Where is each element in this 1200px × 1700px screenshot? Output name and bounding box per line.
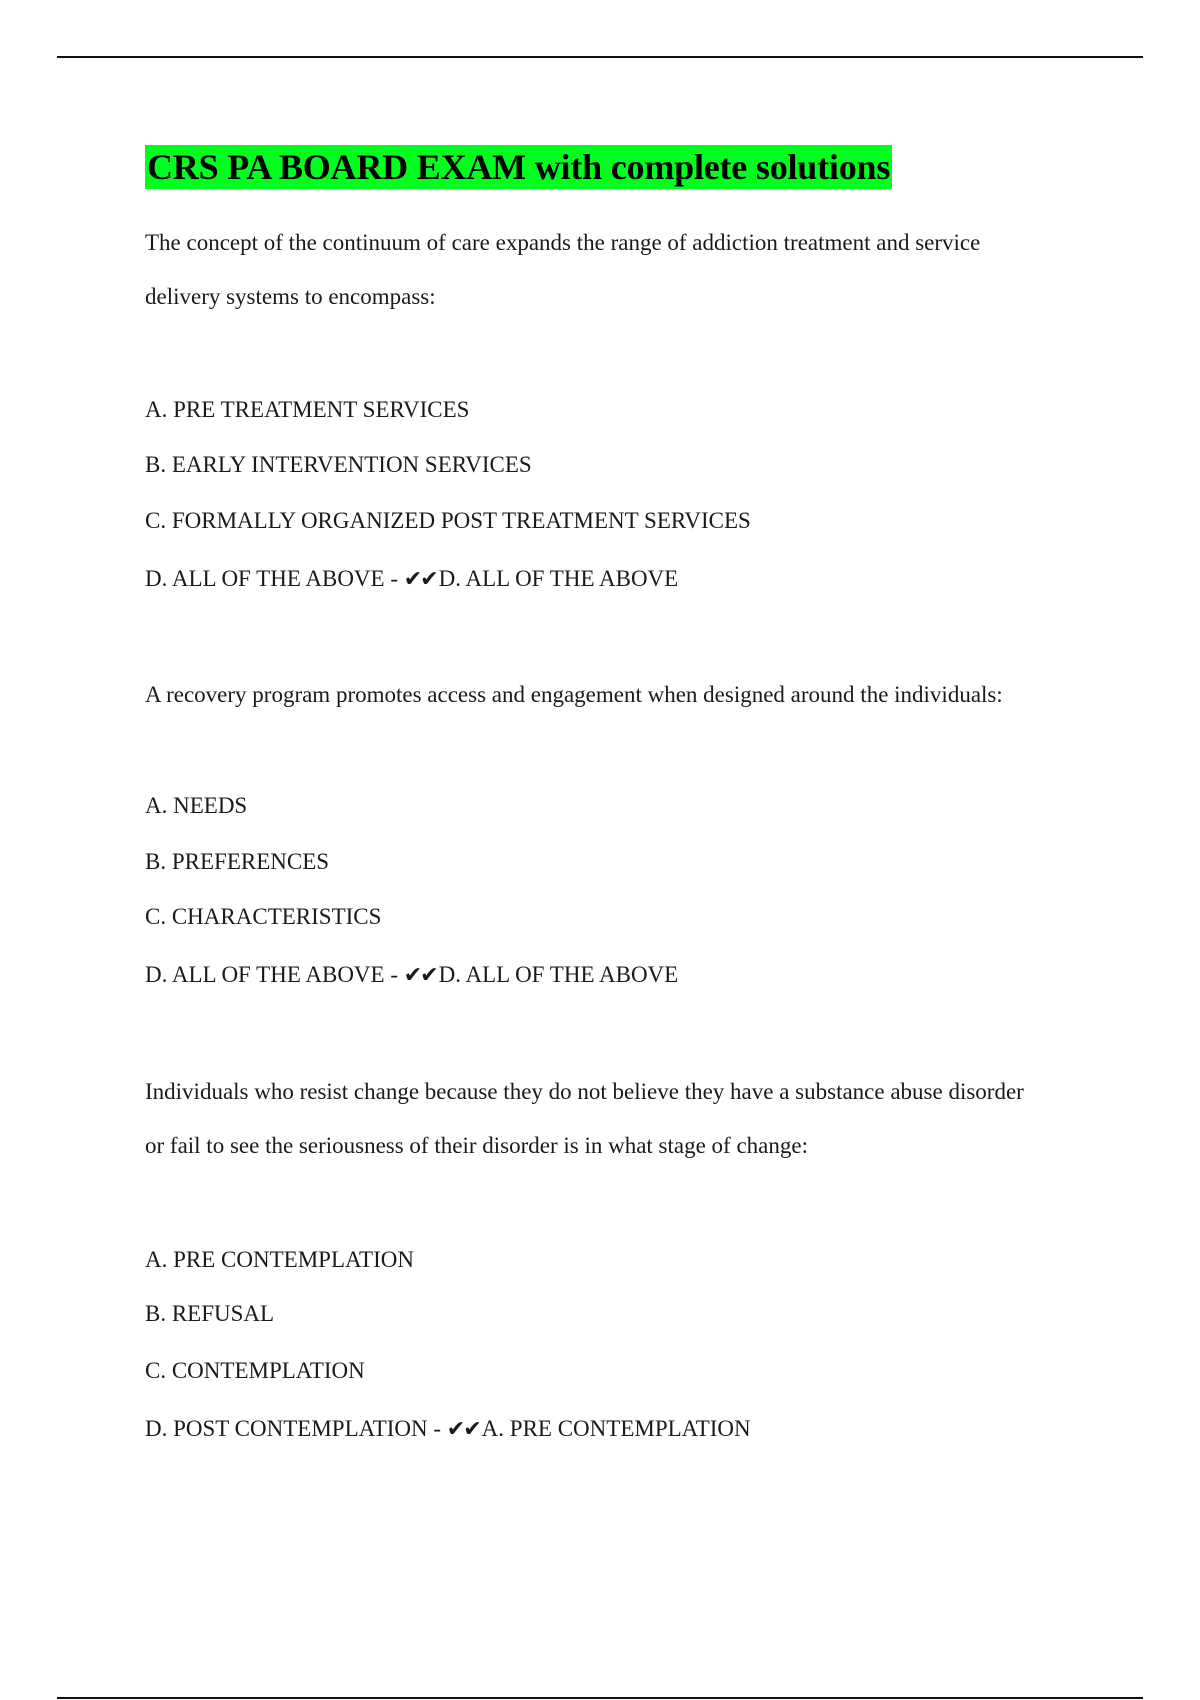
- question-1-option-b: B. EARLY INTERVENTION SERVICES: [145, 452, 532, 477]
- question-2-option-b: B. PREFERENCES: [145, 849, 330, 874]
- question-1-stem-line-2: delivery systems to encompass:: [145, 284, 436, 309]
- question-1-option-c: C. FORMALLY ORGANIZED POST TREATMENT SERVICES: [145, 508, 751, 533]
- title-block: [145, 145, 892, 189]
- checkmark-icon: ✔✔: [446, 1417, 480, 1442]
- question-2-option-d-label: D. ALL OF THE ABOVE -: [145, 962, 404, 987]
- header-rule: [57, 56, 1143, 58]
- question-3-option-a: A. PRE CONTEMPLATION: [145, 1247, 414, 1272]
- question-1-option-d: [145, 564, 678, 595]
- question-1-answer: D. ALL OF THE ABOVE: [438, 566, 679, 591]
- question-1-stem-line-1: The concept of the continuum of care expands the range of addiction treatment and service: [145, 230, 981, 255]
- question-3-answer: A. PRE CONTEMPLATION: [481, 1416, 751, 1441]
- question-3-stem-line-1: Individuals who resist change because they do not believe they have a substance abuse disorder: [145, 1079, 1024, 1104]
- question-3-option-b: B. REFUSAL: [145, 1301, 275, 1326]
- question-3-stem-line-2: or fail to see the seriousness of their disorder is in what stage of change:: [145, 1133, 808, 1158]
- question-3-option-c: C. CONTEMPLATION: [145, 1358, 365, 1383]
- question-2-stem-line-1: A recovery program promotes access and engagement when designed around the individuals:: [145, 682, 1003, 707]
- question-3-option-d-label: D. POST CONTEMPLATION -: [145, 1416, 447, 1441]
- question-2-answer: D. ALL OF THE ABOVE: [438, 962, 679, 987]
- checkmark-icon: ✔✔: [403, 963, 437, 988]
- question-2-option-d: [145, 960, 678, 991]
- document-title: CRS PA BOARD EXAM with complete solutions: [147, 147, 891, 187]
- question-1-option-a: A. PRE TREATMENT SERVICES: [145, 397, 470, 422]
- question-3-option-d: [145, 1414, 751, 1445]
- footer-rule: [57, 1697, 1143, 1699]
- question-1-option-d-label: D. ALL OF THE ABOVE -: [145, 566, 404, 591]
- question-2-option-c: C. CHARACTERISTICS: [145, 904, 382, 929]
- question-2-option-a: A. NEEDS: [145, 793, 248, 818]
- checkmark-icon: ✔✔: [403, 567, 437, 592]
